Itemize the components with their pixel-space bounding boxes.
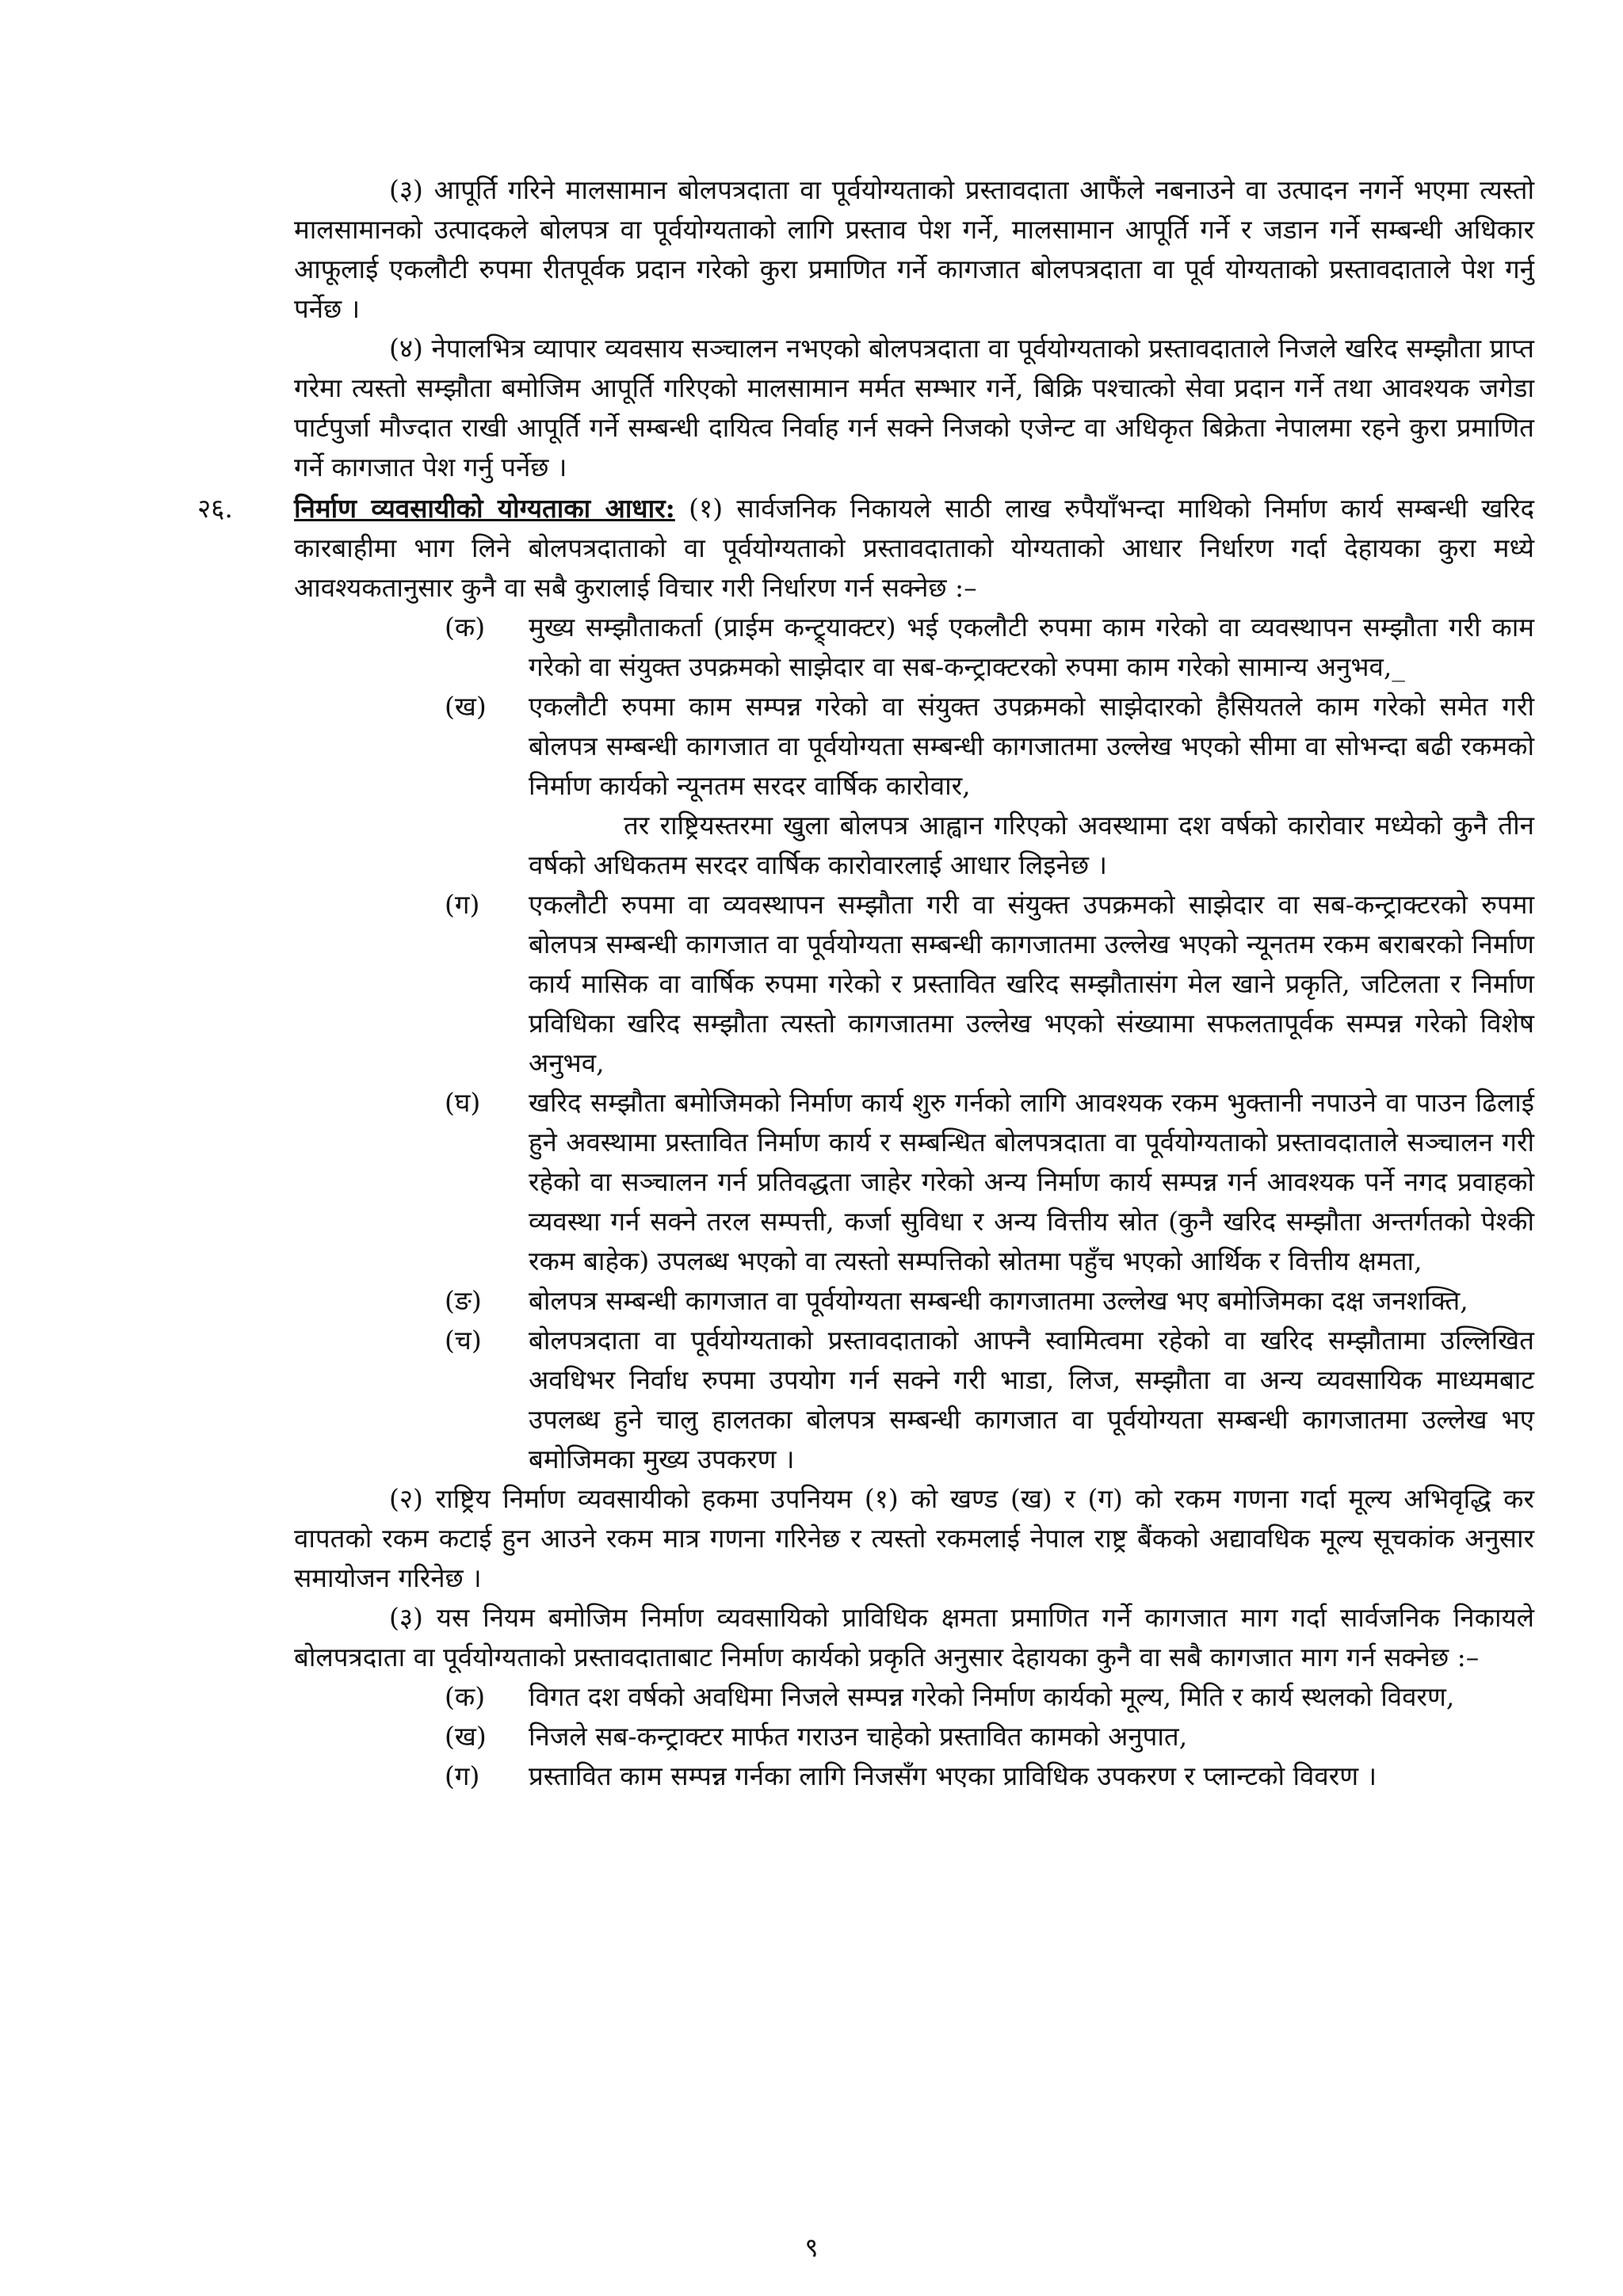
page-number: ९ [804,2232,819,2263]
item-text: निजले सब-कन्ट्राक्टर मार्फत गराउन चाहेको प्रस्तावित कामको अनुपात, [529,1721,1188,1752]
item-text: बोलपत्र सम्बन्धी कागजात वा पूर्वयोग्यता सम्बन्धी कागजातमा उल्लेख भए बमोजिमका दक्ष जनशक्ति, [529,1285,1468,1316]
paragraph-sub-3: (३) आपूर्ति गरिने मालसामान बोलपत्रदाता वा पूर्वयोग्यताको प्रस्तावदाता आफैंले नबनाउने वा उत्पादन नगर्ने भएमा त्यस्तो मालसामानको उत्पादकले बोलपत्र वा पूर्वयोग्यताको लागि प्रस्ताव पेश गर्ने, मालसामान आपूर्ति गर्ने र जडान गर्ने सम्बन्धी अधिकार आफूलाई एकलौटी रुपमा रीतपूर्वक प्रदान गरेको कुरा प्रमाणित गर्ने कागजात बोलपत्रदाता वा पूर्व योग्यताको प्रस्तावदाताले पेश गर्नु पर्नेछ । [294,174,1534,324]
item-label: (ग) [445,1760,480,1791]
item-label: (क) [445,1681,486,1712]
proviso-text: तर राष्ट्रियस्तरमा खुला बोलपत्र आह्वान गरिएको अवस्थामा दश वर्षको कारोवार मध्येको कुनै तीन वर्षको अधिकतम सरदर वार्षिक कारोवारलाई आधार लिइनेछ । [529,810,1534,880]
paragraph-subrule-2: (२) राष्ट्रिय निर्माण व्यवसायीको हकमा उपनियम (१) को खण्ड (ख) र (ग) को रकम गणना गर्दा मूल्य अभिवृद्धि कर वापतको रकम कटाई हुन आउने रकम मात्र गणना गरिनेछ र त्यस्तो रकमलाई नेपाल राष्ट्र बैंकको अद्यावधिक मूल्य सूचकांक अनुसार समायोजन गरिनेछ । [294,1483,1534,1593]
paragraph-sub-4: (४) नेपालभित्र व्यापार व्यवसाय सञ्चालन नभएको बोलपत्रदाता वा पूर्वयोग्यताको प्रस्तावदाताले निजले खरिद सम्झौता प्राप्त गरेमा त्यस्तो सम्झौता बमोजिम आपूर्ति गरिएको मालसामान मर्मत सम्भार गर्ने, बिक्रि पश्चात्को सेवा प्रदान गर्ने तथा आवश्यक जगेडा पार्टपुर्जा मौज्दात राखी आपूर्ति गर्ने सम्बन्धी दायित्व निर्वाह गर्न सक्ने निजको एजेन्ट वा अधिकृत बिक्रेता नेपालमा रहने कुरा प्रमाणित गर्ने कागजात पेश गर्नु पर्नेछ । [294,333,1534,482]
item-label: (क) [445,612,486,643]
item-text: एकलौटी रुपमा काम सम्पन्न गरेको वा संयुक्त उपक्रमको साझेदारको हैसियतले काम गरेको समेत गरी बोलपत्र सम्बन्धी कागजात वा पूर्वयोग्यता सम्बन्धी कागजातमा उल्लेख भएको सीमा वा सोभन्दा बढी रकमको निर्माण कार्यको न्यूनतम सरदर वार्षिक कारोवार, [529,691,1534,801]
list-item-ka [294,608,1534,687]
item-text: बोलपत्रदाता वा पूर्वयोग्यताको प्रस्तावदाताको आफ्नै स्वामित्वमा रहेको वा खरिद सम्झौतामा उल्लिखित अवधिभर निर्वाध रुपमा उपयोग गर्न सक्ने गरी भाडा, लिज, सम्झौता वा अन्य व्यवसायिक माध्यमबाट उपलब्ध हुने चालु हालतका बोलपत्र सम्बन्धी कागजात वा पूर्वयोग्यता सम्बन्धी कागजातमा उल्लेख भए बमोजिमका मुख्य उपकरण । [529,1325,1534,1474]
item-label: (ङ) [445,1285,482,1316]
item-label: (घ) [445,1087,481,1118]
item-text: प्रस्तावित काम सम्पन्न गर्नका लागि निजसँग भएका प्राविधिक उपकरण र प्लान्टको विवरण । [529,1760,1377,1791]
section-intro-paragraph [294,489,1534,608]
proviso-clause [294,806,1534,885]
paragraph-subrule-3: (३) यस नियम बमोजिम निर्माण व्यवसायिको प्राविधिक क्षमता प्रमाणित गर्ने कागजात माग गर्दा सार्वजनिक निकायले बोलपत्रदाता वा पूर्वयोग्यताको प्रस्तावदाताबाट निर्माण कार्यको प्रकृति अनुसार देहायका कुनै वा सबै कागजात माग गर्न सक्नेछ :– [294,1602,1534,1672]
list-item-kha [294,687,1534,806]
document-body [197,170,1534,1796]
item-label: (ख) [445,691,487,722]
item-label: (ग) [445,889,480,920]
item-text: विगत दश वर्षको अवधिमा निजले सम्पन्न गरेको निर्माण कार्यको मूल्य, मिति र कार्य स्थलको विवरण, [529,1681,1455,1712]
item-label: (च) [445,1325,482,1356]
item-label: (ख) [445,1721,487,1752]
list-item-ga-2 [294,1756,1534,1796]
item-text: मुख्य सम्झौताकर्ता (प्राईम कन्ट्र्याक्टर) भई एकलौटी रुपमा काम गरेको वा व्यवस्थापन सम्झौता गरी काम गरेको वा संयुक्त उपक्रमको साझेदार वा सब-कन्ट्राक्टरको रुपमा काम गरेको सामान्य अनुभव,_ [529,612,1534,682]
list-item-ka-2 [294,1677,1534,1717]
item-text: खरिद सम्झौता बमोजिमको निर्माण कार्य शुरु गर्नको लागि आवश्यक रकम भुक्तानी नपाउने वा पाउन ढिलाई हुने अवस्थामा प्रस्तावित निर्माण कार्य र सम्बन्धित बोलपत्रदाता वा पूर्वयोग्यताको प्रस्तावदाताले सञ्चालन गरी रहेको वा सञ्चालन गर्न प्रतिवद्धता जाहेर गरेको अन्य निर्माण कार्य सम्पन्न गर्न आवश्यक पर्ने नगद प्रवाहको व्यवस्था गर्न सक्ने तरल सम्पत्ती, कर्जा सुविधा र अन्य वित्तीय स्रोत (कुनै खरिद सम्झौता अन्तर्गतको पेश्की रकम बाहेक) उपलब्ध भएको वा त्यस्तो सम्पत्तिको स्रोतमा पहुँच भएको आर्थिक र वित्तीय क्षमता, [529,1087,1534,1276]
list-item-cha [294,1321,1534,1479]
section-number: २६. [197,493,233,524]
list-item-nga [294,1281,1534,1321]
item-text: एकलौटी रुपमा वा व्यवस्थापन सम्झौता गरी वा संयुक्त उपक्रमको साझेदार वा सब-कन्ट्राक्टरको रुपमा बोलपत्र सम्बन्धी कागजात वा पूर्वयोग्यता सम्बन्धी कागजातमा उल्लेख भएको न्यूनतम रकम बराबरको निर्माण कार्य मासिक वा वार्षिक रुपमा गरेको र प्रस्तावित खरिद सम्झौतासंग मेल खाने प्रकृति, जटिलता र निर्माण प्रविधिका खरिद सम्झौता त्यस्तो कागजातमा उल्लेख भएको संख्यामा सफलतापूर्वक सम्पन्न गरेको विशेष अनुभव, [529,889,1534,1078]
section-26 [197,489,1534,608]
section-intro-text: (१) सार्वजनिक निकायले साठी लाख रुपैयाँभन्दा माथिको निर्माण कार्य सम्बन्धी खरिद कारबाहीमा भाग लिने बोलपत्रदाताको वा पूर्वयोग्यताको प्रस्तावदाताको योग्यताको आधार निर्धारण गर्दा देहायका कुरा मध्ये आवश्यकतानुसार कुनै वा सबै कुरालाई विचार गरी निर्धारण गर्न सक्नेछ :– [294,493,1534,603]
list-item-gha [294,1083,1534,1281]
section-heading: निर्माण व्यवसायीको योग्यताका आधार: [294,493,675,524]
list-item-ga [294,885,1534,1083]
list-item-kha-2 [294,1717,1534,1756]
